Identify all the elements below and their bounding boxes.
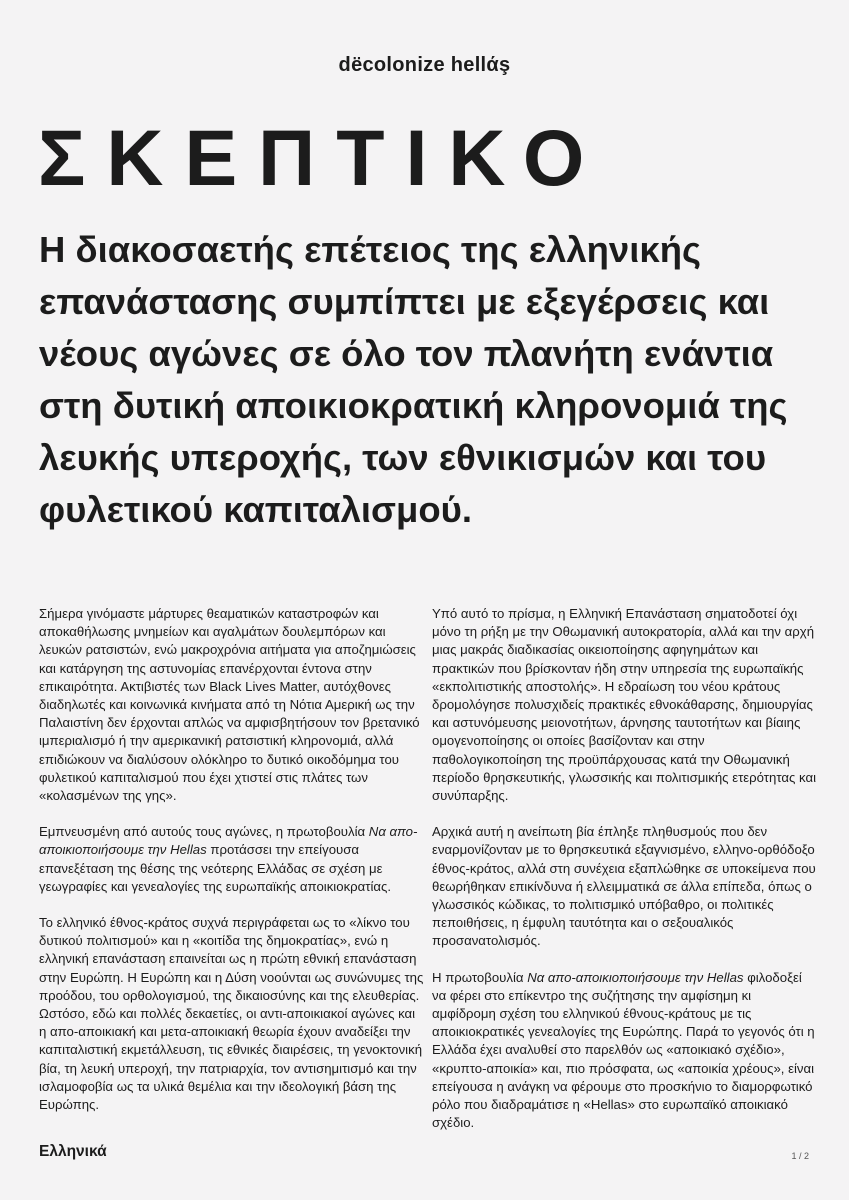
right-paragraph-3-start: Η πρωτοβουλία	[432, 969, 528, 985]
left-paragraph-3: Το ελληνικό έθνος-κράτος συχνά περιγράφεται ως το «λίκνο του δυτικού πολιτισμού» και η «κοιτίδα της δημοκρατίας», ενώ η ελληνική επανάσταση επαινείται ως η πρώτη εθνική επανάσταση στην Ευρώπη. Η Ευρώπη και η Δύση νοούνται ως συνώνυμες της προόδου, του ορθολογισμού, της δικαιοσύνης και της ελευθερίας. Ωστόσο, εδώ και πολλές δεκαετίες, οι αντι-αποικιακοί αγώνες και η απο-αποικιακή και μετα-αποικιακή θεωρία έχουν αναδείξει την καπιταλιστική εκμετάλλευση, τις εθνικές διαιρέσεις, τη γενοκτονική βία, τη λευκή υπεροχή, την πατριαρχία, τον αντισημιτισμό και την ισλαμοφοβία ως τα υλικά θεμέλια και την ιδεολογική βάση της Ευρώπης.	[39, 915, 424, 1113]
lead-paragraph: Η διακοσαετής επέτειος της ελληνικής επανάστασης συμπίπτει με εξεγέρσεις και νέους αγώνες σε όλο τον πλανήτη ενάντια στη δυτική αποικιοκρατική κληρονομιά της λευκής υπεροχής, των εθνικισμών και του φυλετικού καπιταλισμού.	[39, 229, 788, 530]
left-paragraph-2	[39, 823, 424, 896]
initiative-name: Να απο-αποικιοποιήσουμε την Hellas	[527, 969, 744, 985]
right-paragraph-2: Αρχικά αυτή η ανείπωτη βία έπληξε πληθυσμούς που δεν εναρμονίζονταν με το θρησκευτικά εξαγνισμένο, ελληνο-ορθόδοξο έθνος-κράτος, αλλά στη συνέχεια εξαπλώθηκε σε υποκείμενα που θεωρήθηκαν επικίνδυνα ή ελλειμματικά σε άλλα επίπεδα, όπως ο γλωσσικός κώδικας, το πολιτισμικό υπόβαθρο, οι πολιτικές πεποιθήσεις, η έμφυλη ταυτότητα και ο σεξουαλικός προσανατολισμός.	[432, 824, 816, 949]
brand-logo: dëcolonize hellάş	[338, 54, 511, 76]
language-label[interactable]: Ελληνικά	[39, 1143, 107, 1160]
left-paragraph-2-end: προτάσσει την επείγουσα επανεξέταση της θέσης της νεότερης Ελλάδας σε σχέση με γεωγραφίες και γενεαλογίες της ευρωπαϊκής αποικιοκρατίας.	[39, 842, 392, 894]
right-column	[432, 605, 817, 1150]
left-paragraph-1: Σήμερα γινόμαστε μάρτυρες θεαματικών καταστροφών και αποκαθήλωσης μνημείων και αγαλμάτων δουλεμπόρων και λευκών ρατσιστών, ενώ μακροχρόνια αιτήματα για αποζημιώσεις και κατάργηση της αστυνομίας επανέρχονται έντονα στην επικαιρότητα. Ακτιβιστές των Black Lives Matter, αυτόχθονες διαδηλωτές και κοινωνικά κινήματα από τη Νότια Αμερική ως την Παλαιστίνη δεν έρχονται απλώς να αμφισβητήσουν τον βρετανικό ιμπεριαλισμό ή την αμερικανική ρατσιστική κληρονομιά, αλλά επιδιώκουν να διαλύσουν ολόκληρο το δυτικό οικοδόμημα του φυλετικού καπιταλισμού που έχει χτιστεί στις πλάτες των «κολασμένων της γης».	[39, 606, 420, 804]
initiative-name: Να απο-αποικιοποιήσουμε την Hellas	[39, 824, 418, 858]
page-number: 1 / 2	[791, 1151, 809, 1161]
page-title: ΣΚΕΠΤΙΚΟ	[38, 113, 606, 202]
right-paragraph-1: Υπό αυτό το πρίσμα, η Ελληνική Επανάσταση σηματοδοτεί όχι μόνο τη ρήξη με την Οθωμανική αυτοκρατορία, αλλά και την αρχή μιας μακράς διαδικασίας οικειοποίησης αφηγημάτων και πρακτικών που βρίσκονταν ήδη στην υπηρεσία της ευρωπαϊκής «εκπολιτιστικής αποστολής». Η εδραίωση του νέου κράτους δρομολόγησε πολυσχιδείς πρακτικές εθνοκάθαρσης, δημιουργίας και αστυνόμευσης μειονοτήτων, άρνησης ταυτοτήτων και βίαιης ομογενοποίησης οι οποίες βασίζονταν και στην παθολογικοποίηση της προϋπάρχουσας κατά την Οθωμανική περίοδο θρησκευτικής, γλωσσικής και πολιτισμικής ετερότητας και συνύπαρξης.	[432, 606, 817, 804]
right-paragraph-3	[432, 969, 817, 1133]
left-paragraph-2-start: Εμπνευσμένη από αυτούς τους αγώνες, η πρωτοβουλία	[39, 824, 369, 840]
right-paragraph-3-end: φιλοδοξεί να φέρει στο επίκεντρο της συζήτησης την αμφίσημη κι αμφίδρομη σχέση του ελληνικού έθνους-κράτους με τις αποικιοκρατικές γενεαλογίες της Ευρώπης. Παρά το γεγονός ότι η Ελλάδα έχει αναλυθεί στο παρελθόν ως «αποικιακό σχέδιο», «κρυπτο-αποικία» και, πιο πρόσφατα, ως «αποικία χρέους», είναι επείγουσα η ανάγκη να φέρουμε στο προσκήνιο το διαμορφωτικό ρόλο που διαδραμάτισε η «Hellas» στο ευρωπαϊκό αποικιακό σχέδιο.	[432, 969, 815, 1131]
left-column	[39, 605, 424, 1132]
